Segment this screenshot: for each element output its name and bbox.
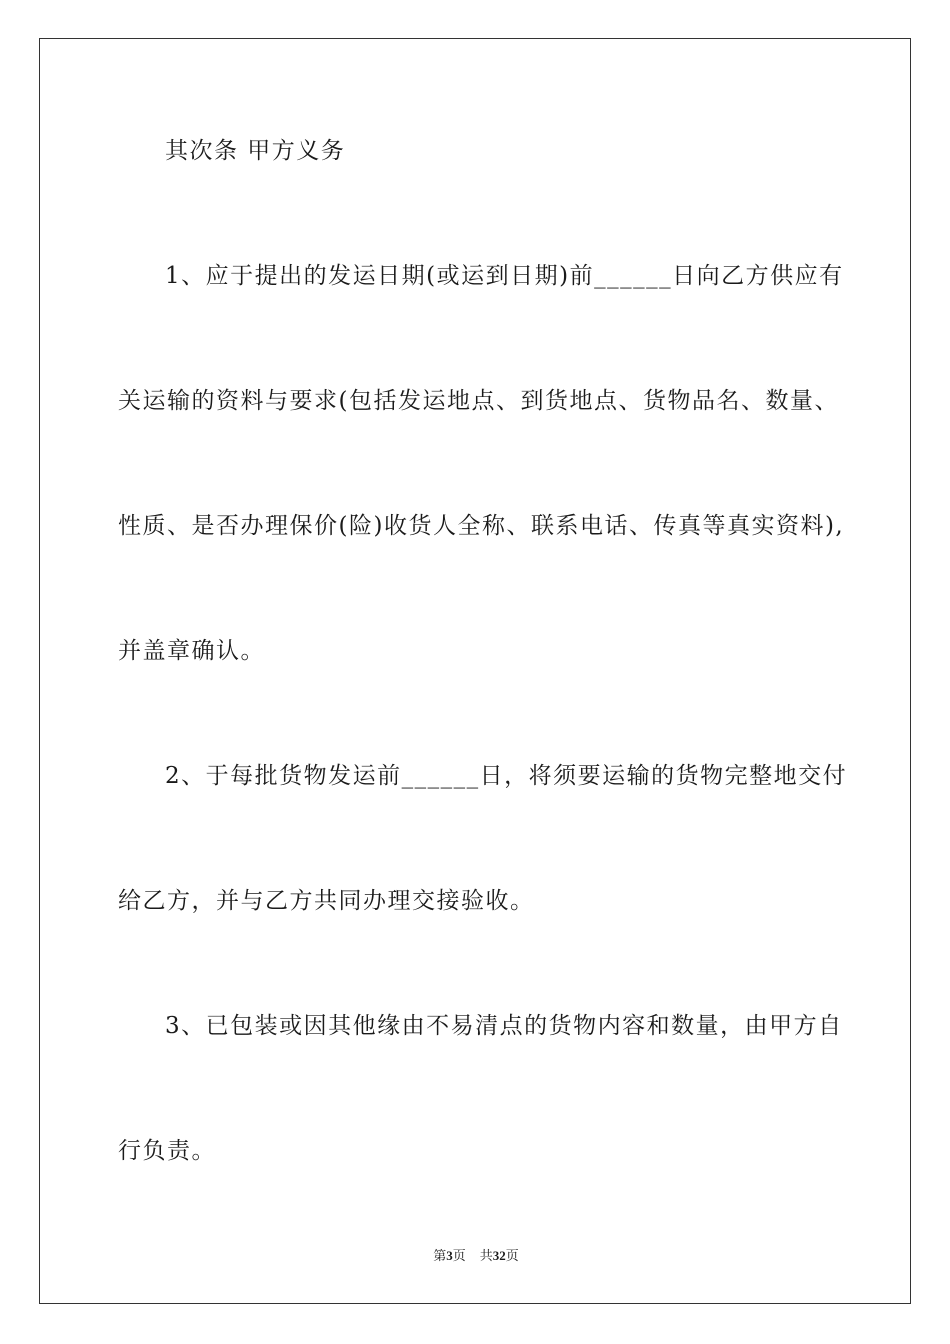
paragraph-3-line-2: 行负责。	[118, 1138, 216, 1164]
page-frame	[39, 38, 911, 1304]
paragraph-1-line-3: 性质、是否办理保价(险)收货人全称、联系电话、传真等真实资料),	[118, 513, 845, 539]
paragraph-2-line-2: 给乙方，并与乙方共同办理交接验收。	[118, 888, 535, 914]
footer-total-prefix: 共	[479, 1248, 493, 1263]
section-title: 其次条 甲方义务	[165, 138, 346, 164]
paragraph-1-line-4: 并盖章确认。	[118, 638, 265, 664]
footer-page-suffix: 页	[452, 1248, 466, 1263]
footer-total-suffix: 页	[505, 1248, 519, 1263]
footer-total-pages: 32	[492, 1248, 506, 1263]
footer-prefix: 第	[433, 1248, 447, 1263]
paragraph-2-line-1: 2、于每批货物发运前______日，将须要运输的货物完整地交付	[165, 763, 848, 789]
paragraph-3-line-1: 3、已包装或因其他缘由不易清点的货物内容和数量，由甲方自	[165, 1013, 843, 1039]
footer-page-number: 3	[446, 1248, 453, 1263]
page-footer	[40, 1247, 912, 1265]
paragraph-1-line-2: 关运输的资料与要求(包括发运地点、到货地点、货物品名、数量、	[118, 388, 839, 414]
paragraph-1-line-1: 1、应于提出的发运日期(或运到日期)前______日向乙方供应有	[165, 263, 844, 289]
